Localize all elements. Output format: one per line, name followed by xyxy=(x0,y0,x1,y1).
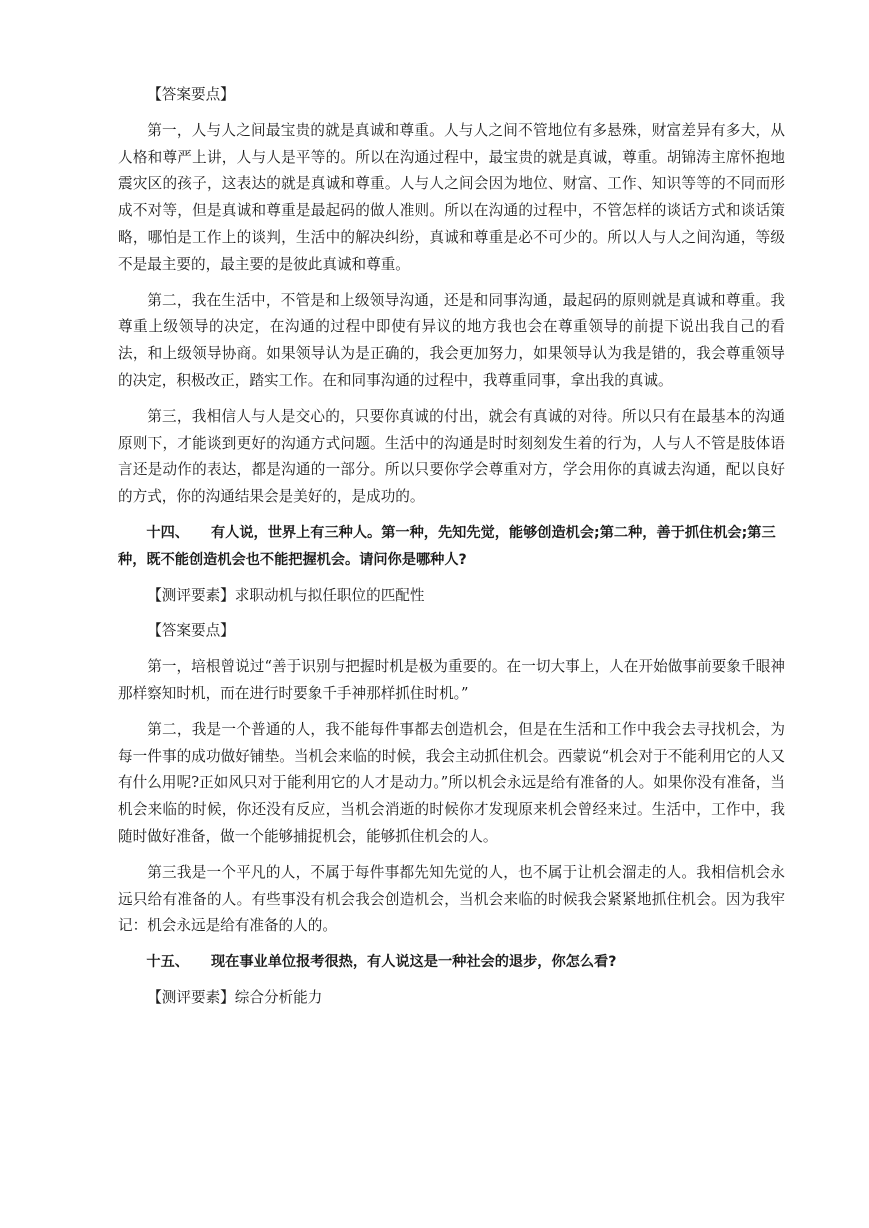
answer-paragraph-3: 第三，我相信人与人是交心的，只要你真诚的付出，就会有真诚的对待。所以只有在最基本的沟通原则下，才能谈到更好的沟通方式问题。生活中的沟通是时时刻刻发生着的行为，人与人不管是肢体语言还是动作的表达，都是沟通的一部分。所以只要你学会尊重对方，学会用你的真诚去沟通，配以良好的方式，你的沟通结果会是美好的，是成功的。 xyxy=(118,407,785,506)
evaluation-value: 求职动机与拟任职位的匹配性 xyxy=(234,586,425,604)
question-14-text: 有人说，世界上有三种人。第一种，先知先觉，能够创造机会;第二种，善于抓住机会;第三种，既不能创造机会也不能把握机会。请问你是哪种人? xyxy=(118,524,776,568)
answer-points-header: 【答案要点】 xyxy=(147,86,235,103)
answer-paragraph-2: 第二，我在生活中，不管是和上级领导沟通，还是和同事沟通，最起码的原则就是真诚和尊重。我尊重上级领导的决定，在沟通的过程中即使有异议的地方我也会在尊重领导的前提下说出我自己的看法，和上级领导协商。如果领导认为是正确的，我会更加努力，如果领导认为我是错的，我会尊重领导的决定，积极改正，踏实工作。在和同事沟通的过程中，我尊重同事，拿出我的真诚。 xyxy=(118,291,785,389)
question-14-evaluation xyxy=(118,583,785,610)
answer-paragraph-5: 第二，我是一个普通的人，我不能每件事都去创造机会，但是在生活和工作中我会去寻找机会，为每一件事的成功做好铺垫。当机会来临的时候，我会主动抓住机会。西蒙说“机会对于不能利用它的人又有什么用呢?正如风只对于能利用它的人才是动力。”所以机会永远是给有准备的人。如果你没有准备，当机会来临的时候，你还没有反应，当机会消逝的时候你才发现原来机会曾经来过。生活中，工作中，我随时做好准备，做一个能够捕捉机会，能够抓住机会的人。 xyxy=(118,720,785,845)
evaluation-value: 综合分析能力 xyxy=(234,988,323,1006)
question-15-text: 现在事业单位报考很热，有人说这是一种社会的退步，你怎么看? xyxy=(210,954,617,971)
evaluation-label: 【测评要素】 xyxy=(147,586,235,604)
answer-paragraph-6: 第三我是一个平凡的人，不属于每件事都先知先觉的人，也不属于让机会溜走的人。我相信机会永远只给有准备的人。有些事没有机会我会创造机会，当机会来临的时候我会紧紧地抓住机会。因为我牢记：机会永远是给有准备的人的。 xyxy=(118,863,785,935)
question-14-number: 十四、 xyxy=(146,524,189,541)
question-14 xyxy=(118,520,785,574)
question-15-number: 十五、 xyxy=(146,954,189,971)
evaluation-label: 【测评要素】 xyxy=(147,988,235,1006)
answer-points-header: 【答案要点】 xyxy=(147,622,235,640)
question-15 xyxy=(118,949,785,976)
document-page xyxy=(118,82,785,1021)
answer-paragraph-1: 第一，人与人之间最宝贵的就是真诚和尊重。人与人之间不管地位有多悬殊，财富差异有多大，从人格和尊严上讲，人与人是平等的。所以在沟通过程中，最宝贵的就是真诚，尊重。胡锦涛主席怀抱地震灾区的孩子，这表达的就是真诚和尊重。人与人之间会因为地位、财富、工作、知识等等的不同而形成不对等，但是真诚和尊重是最起码的做人准则。所以在沟通的过程中，不管怎样的谈话方式和谈话策略，哪怕是工作上的谈判，生活中的解决纠纷，真诚和尊重是必不可少的。所以人与人之间沟通，等级不是最主要的，最主要的是彼此真诚和尊重。 xyxy=(118,121,785,273)
question-15-evaluation xyxy=(118,985,785,1012)
answer-paragraph-4: 第一，培根曾说过“善于识别与把握时机是极为重要的。在一切大事上，人在开始做事前要象千眼神那样察知时机，而在进行时要象千手神那样抓住时机。” xyxy=(118,658,785,702)
